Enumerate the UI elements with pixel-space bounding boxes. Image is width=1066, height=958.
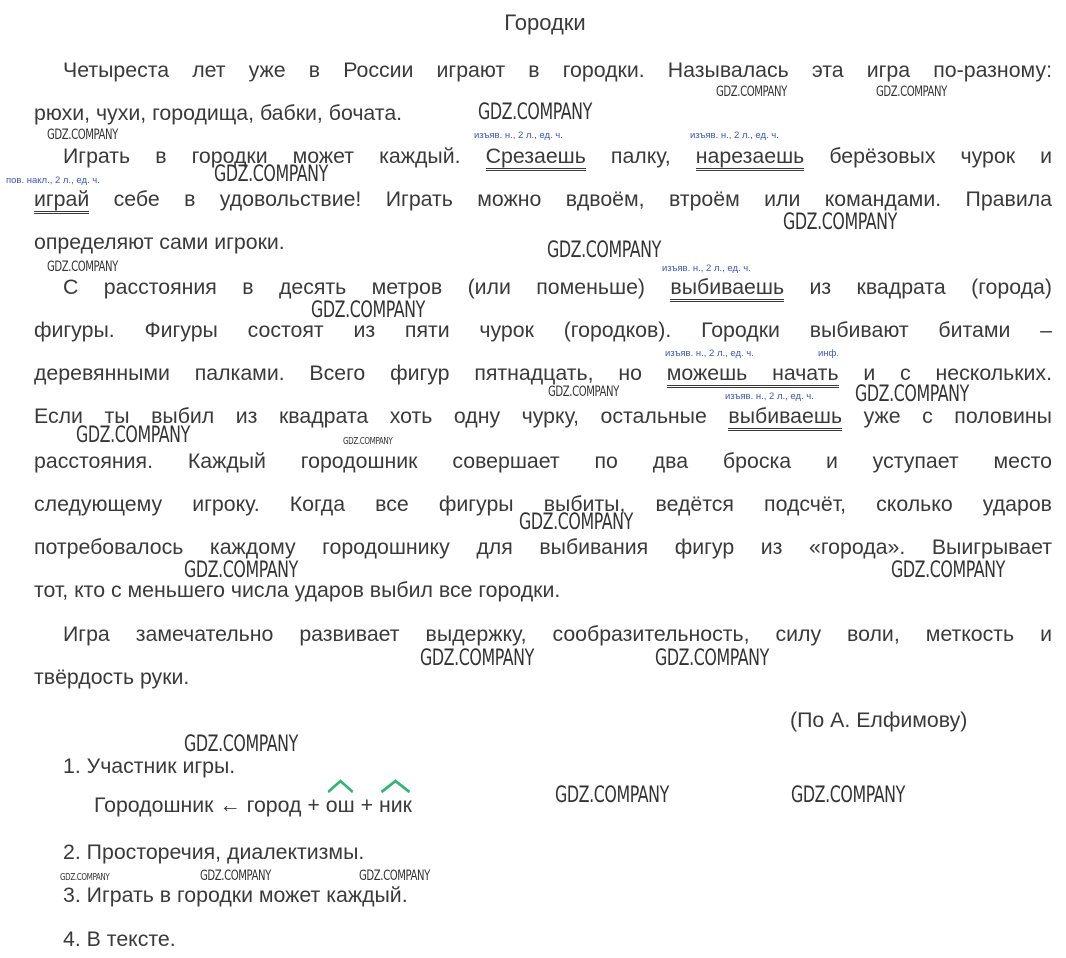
watermark: GDZ.COMPANY: [519, 510, 633, 535]
verb-narezaesh: нарезаешь: [696, 144, 804, 171]
text-line: Если ты выбил из квадрата хоть одну чурку, остальные выбиваешь уже с половины: [34, 402, 1052, 430]
text-line: рюхи, чухи, городища, бабки, бочата.: [34, 101, 403, 125]
watermark: GDZ.COMPANY: [214, 162, 328, 187]
watermark: GDZ.COMPANY: [359, 868, 430, 884]
watermark: GDZ.COMPANY: [555, 783, 669, 808]
watermark: GDZ.COMPANY: [343, 436, 393, 447]
text-line: потребовалось каждому городошнику для выбивания фигур из «города». Выигрывает: [34, 535, 1052, 559]
watermark: GDZ.COMPANY: [891, 558, 1005, 583]
suffix-mark-icon: [326, 779, 355, 793]
watermark: GDZ.COMPANY: [47, 259, 118, 275]
text-line: С расстояния в десять метров (или поменьше) выбиваешь из квадрата (города): [63, 273, 1052, 301]
word-formation-formula: Городошник ← город + ош + ник: [94, 793, 412, 818]
verb-igray: играй: [34, 187, 89, 214]
verb-vybivaesh-2: выбиваешь: [728, 404, 842, 431]
verb-mozhesh-nachat: можешь начать: [667, 361, 839, 388]
text-line: Четыреста лет уже в России играют в городки. Называлась эта игра по-разному:: [63, 58, 1052, 82]
text-line: деревянными палками. Всего фигур пятнадцать, но можешь начать и с нескольких.: [34, 359, 1052, 387]
watermark: GDZ.COMPANY: [60, 872, 110, 883]
watermark: GDZ.COMPANY: [876, 84, 947, 100]
watermark: GDZ.COMPANY: [655, 646, 769, 671]
text-line: Играть в городки может каждый. Срезаешь палку, нарезаешь берёзовых чурок и: [63, 142, 1052, 170]
watermark: GDZ.COMPANY: [791, 783, 905, 808]
suffix-nik: ник: [379, 793, 412, 818]
verb-srezaesh: Срезаешь: [486, 144, 586, 171]
text-line: следующему игроку. Когда все фигуры выбиты, ведётся подсчёт, сколько ударов: [34, 492, 1052, 516]
watermark: GDZ.COMPANY: [420, 646, 534, 671]
suffix-osh: ош: [326, 793, 355, 818]
text-line: определяют сами игроки.: [34, 230, 285, 254]
text-line: играй себе в удовольствие! Играть можно вдвоём, втроём или командами. Правила: [34, 185, 1052, 213]
watermark: GDZ.COMPANY: [184, 732, 298, 757]
text-line: фигуры. Фигуры состоят из пяти чурок (городков). Городки выбивают битами –: [34, 318, 1052, 342]
author-attribution: (По А. Елфимову): [790, 708, 968, 732]
grammar-tag: изъяв. н., 2 л., ед. ч.: [690, 130, 779, 141]
watermark: GDZ.COMPANY: [311, 298, 425, 323]
question-2: 2. Просторечия, диалектизмы.: [63, 840, 365, 864]
grammar-tag: изъяв. н., 2 л., ед. ч.: [725, 391, 814, 402]
watermark: GDZ.COMPANY: [76, 423, 190, 448]
watermark: GDZ.COMPANY: [783, 210, 897, 235]
text-line: расстояния. Каждый городошник совершает по два броска и уступает место: [34, 449, 1052, 473]
watermark: GDZ.COMPANY: [548, 384, 619, 400]
text-line: твёрдость руки.: [34, 665, 190, 689]
watermark: GDZ.COMPANY: [855, 382, 969, 407]
verb-vybivaesh: выбиваешь: [670, 275, 784, 302]
watermark: GDZ.COMPANY: [547, 238, 661, 263]
watermark: GDZ.COMPANY: [184, 558, 298, 583]
grammar-tag: инф.: [818, 348, 840, 359]
grammar-tag: изъяв. н., 2 л., ед. ч.: [662, 263, 751, 274]
watermark: GDZ.COMPANY: [200, 868, 271, 884]
watermark: GDZ.COMPANY: [47, 127, 118, 143]
grammar-tag: изъяв. н., 2 л., ед. ч.: [474, 130, 563, 141]
grammar-tag: пов. накл., 2 л., ед. ч.: [6, 175, 100, 186]
page-title: Городки: [504, 10, 586, 35]
watermark: GDZ.COMPANY: [478, 100, 592, 125]
text-line: Игра замечательно развивает выдержку, сообразительность, силу воли, меткость и: [63, 622, 1052, 646]
watermark: GDZ.COMPANY: [716, 84, 787, 100]
question-4: 4. В тексте.: [63, 927, 176, 951]
question-3: 3. Играть в городки может каждый.: [63, 883, 408, 907]
grammar-tag: изъяв. н., 2 л., ед. ч.: [665, 348, 754, 359]
suffix-mark-icon: [379, 779, 412, 793]
question-1: 1. Участник игры.: [63, 754, 236, 778]
text-line: тот, кто с меньшего числа ударов выбил все городки.: [34, 578, 561, 602]
